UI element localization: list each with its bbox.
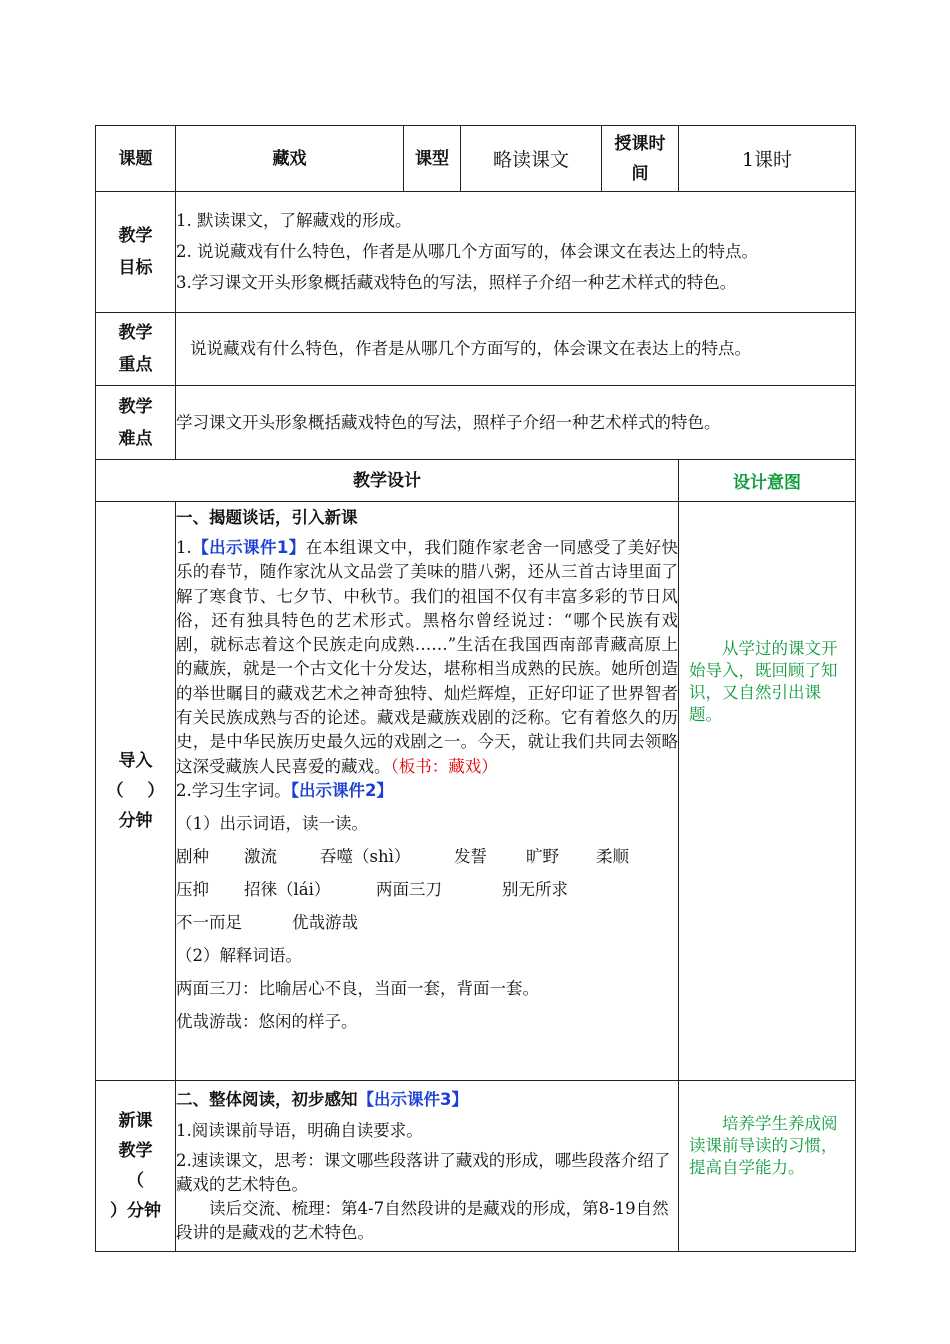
new-lesson-step: 1.阅读课前导语，明确自读要求。 [176, 1121, 423, 1140]
new-lesson-heading-line [176, 1087, 678, 1113]
word: 柔顺 [596, 846, 629, 866]
intro-p1-num: 1. [176, 538, 192, 557]
word: 激流 [244, 846, 277, 866]
courseware-tag: 【出示课件2】 [290, 780, 393, 800]
new-lesson-intent-cell [679, 1081, 856, 1252]
key-points-text: 说说藏戏有什么特色，作者是从哪几个方面写的，体会课文在表达上的特点。 [176, 313, 856, 386]
objectives-content [176, 192, 856, 313]
definition: 两面三刀：比喻居心不良，当面一套，背面一套。 [176, 978, 539, 998]
definition: 优哉游哉：悠闲的样子。 [176, 1011, 358, 1031]
words-row [176, 878, 678, 902]
intro-label-line: （ ） [106, 781, 165, 801]
new-lesson-label [96, 1081, 176, 1252]
intro-paragraph [176, 536, 678, 779]
topic-label: 课题 [96, 126, 176, 192]
intro-label-line: 分钟 [118, 811, 153, 831]
objective-item: 1. 默读课文，了解藏戏的形成。 [176, 211, 412, 230]
word: 优哉游哉 [292, 912, 358, 932]
intro-heading: 一、揭题谈话，引入新课 [176, 508, 358, 527]
intro-label [96, 502, 176, 1081]
lesson-plan-table [95, 125, 856, 1252]
new-lesson-label-line: 教学 [118, 1141, 153, 1161]
vocab-title: 2.学习生字词。 [176, 780, 291, 800]
courseware-tag: 【出示课件1】 [191, 538, 306, 557]
difficulties-text: 学习课文开头形象概括藏戏特色的写法，照样子介绍一种艺术样式的特色。 [176, 386, 856, 460]
word: 压抑 [176, 879, 209, 899]
new-lesson-row [96, 1081, 856, 1252]
intro-row [96, 502, 856, 1081]
word: 两面三刀 [376, 879, 442, 899]
words-row [176, 845, 678, 869]
intent-heading: 设计意图 [679, 460, 856, 502]
topic-value: 藏戏 [176, 126, 404, 192]
intro-content [176, 502, 679, 1081]
new-lesson-content [176, 1081, 679, 1252]
difficulties-row [96, 386, 856, 460]
word: 旷野 [526, 846, 559, 866]
vocab-sub2: （2）解释词语。 [176, 945, 302, 965]
type-label: 课型 [404, 126, 461, 192]
new-lesson-label-line: 新课 [118, 1111, 153, 1131]
intro-label-line: 导入 [118, 751, 153, 771]
design-heading: 教学设计 [96, 460, 679, 502]
word: 别无所求 [502, 879, 568, 899]
word: 不一而足 [176, 912, 242, 932]
vocab-paragraph [176, 779, 678, 803]
intro-intent: 从学过的课文开始导入，既回顾了知识，又自然引出课题。 [689, 639, 838, 724]
objectives-row [96, 192, 856, 313]
vocab-sub1: （1）出示词语，读一读。 [176, 813, 368, 833]
difficulties-label: 教学难点 [96, 386, 176, 460]
courseware-tag: 【出示课件3】 [357, 1090, 468, 1109]
new-lesson-step: 读后交流、梳理：第4-7自然段讲的是藏戏的形成，第8-19自然段讲的是藏戏的艺术特色。 [176, 1199, 669, 1242]
new-lesson-heading: 二、整体阅读，初步感知 [176, 1090, 358, 1109]
word: 招徕（lái） [244, 879, 331, 899]
words-row [176, 911, 678, 935]
word: 剧种 [176, 846, 209, 866]
new-lesson-label-line: （ [127, 1171, 144, 1191]
design-header-row [96, 460, 856, 502]
type-value: 略读课文 [461, 126, 602, 192]
objectives-label: 教学目标 [96, 192, 176, 313]
word: 吞噬（shì） [320, 846, 411, 866]
key-points-label: 教学重点 [96, 313, 176, 386]
new-lesson-step: 2.速读课文，思考：课文哪些段落讲了藏戏的形成，哪些段落介绍了藏戏的艺术特色。 [176, 1151, 671, 1194]
objective-item: 3.学习课文开头形象概括藏戏特色的写法，照样子介绍一种艺术样式的特色。 [176, 273, 737, 292]
word: 发誓 [454, 846, 487, 866]
intro-p1-text: 在本组课文中，我们随作家老舍一同感受了美好快乐的春节，随作家沈从文品尝了美味的腊八粥，还从三首古诗里面了解了寒食节、七夕节、中秋节。我们的祖国不仅有丰富多彩的节日风俗，还有独具特色的艺术形式。黑格尔曾经说过：“哪个民族有戏剧，就标志着这个民族走向成熟……”生活在我国西南部青藏高原上的藏族，就是一个古文化十分发达，堪称相当成熟的民族。她所创造的举世瞩目的藏戏艺术之神奇独特、灿烂辉煌，正好印证了世界智者有关民族成熟与否的论述。藏戏是藏族戏剧的泛称。它有着悠久的历史，是中华民族历史最久远的戏剧之一。今天，就让我们共同去领略这深受藏族人民喜爱的藏戏。 [176, 538, 679, 776]
intro-intent-cell [679, 502, 856, 1081]
new-lesson-intent: 培养学生养成阅读课前导读的习惯，提高自学能力。 [689, 1114, 838, 1177]
time-label: 授课时间 [602, 126, 679, 192]
new-lesson-label-line: ）分钟 [110, 1201, 161, 1221]
header-row [96, 126, 856, 192]
time-value: 1课时 [679, 126, 856, 192]
board-note: （板书：藏戏） [390, 756, 498, 776]
objective-item: 2. 说说藏戏有什么特色，作者是从哪几个方面写的，体会课文在表达上的特点。 [176, 242, 758, 261]
key-points-row [96, 313, 856, 386]
